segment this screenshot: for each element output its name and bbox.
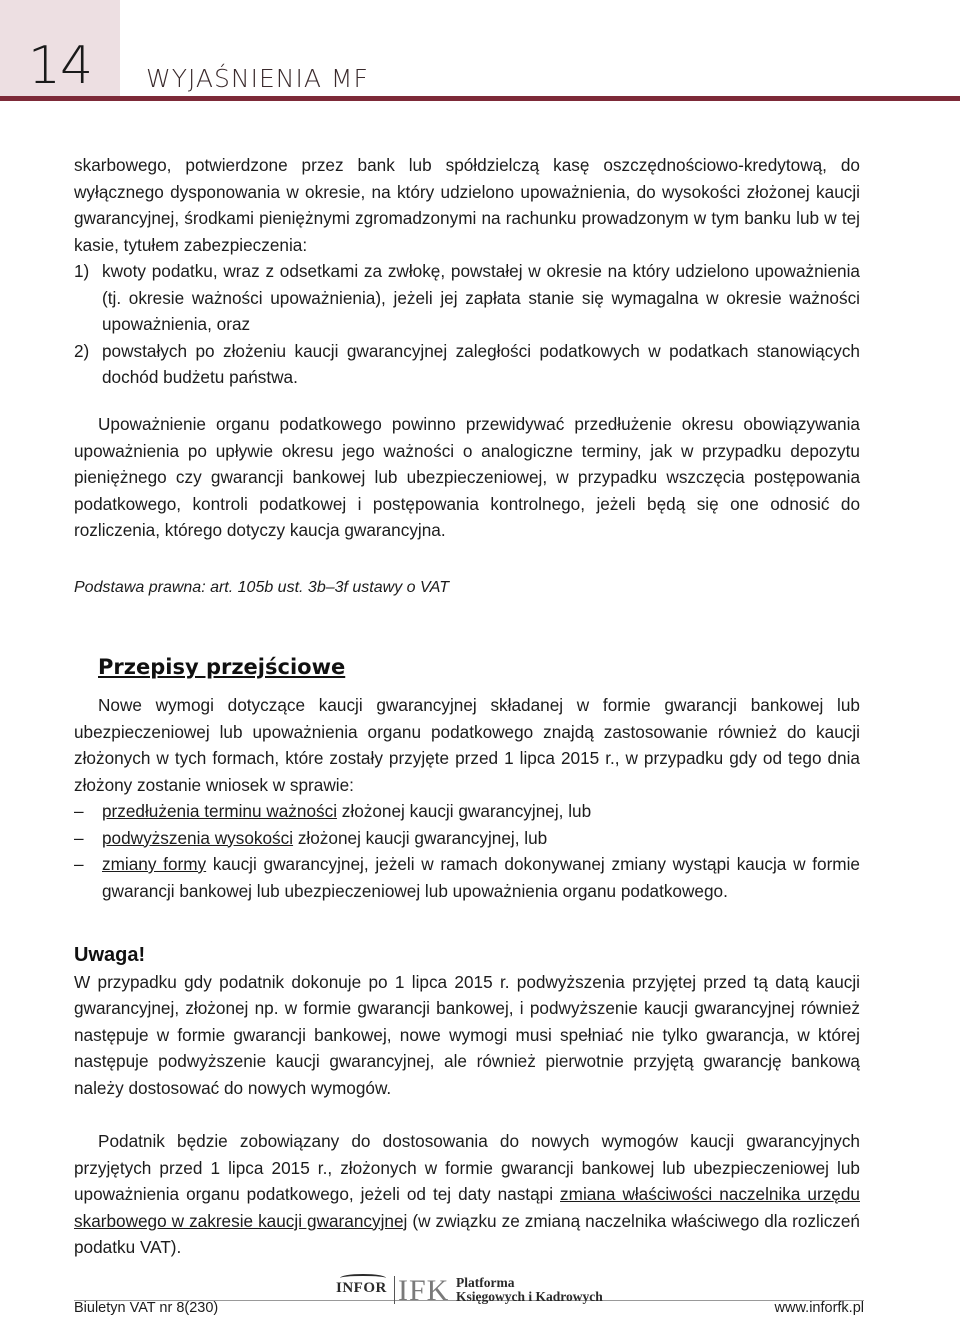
list-marker: – (74, 827, 84, 848)
list-item (74, 798, 860, 825)
warning-title: Uwaga! (74, 944, 146, 966)
warning-text: W przypadku gdy podatnik dokonuje po 1 lipca 2015 r. podwyższenia przyjętej przed tą datą kaucji gwarancyjnej, złożonej np. w formie gwarancji bankowej, i podwyższenie kaucji gwarancyjnej również następuje w formie gwarancji bankowej, nowe wymogi musi spełniać nie tylko gwarancja, w której następuje podwyższenie kaucji gwarancyjnej, ale również pierwotnie przyjętą gwarancję bankową należy dostosować do nowych wymogów. (74, 971, 860, 1098)
numbered-list (74, 258, 860, 391)
logo-separator (394, 1276, 395, 1304)
list-item (74, 851, 860, 904)
continuation-paragraph (74, 152, 860, 391)
heading-block (74, 654, 860, 681)
paragraph-3: Nowe wymogi dotyczące kaucji gwarancyjnej składanej w formie gwarancji bankowej lub ubezpieczeniowej lub upoważnienia organu podatkowego znajdą zastosowanie również do kaucji złożonych w tych formach, które zostały przyjęte przed 1 lipca 2015 r., w przypadku gdy od tego dnia złożony zostanie wniosek w sprawie: (74, 695, 860, 795)
logo-tagline-line2: Księgowych i Kadrowych (456, 1289, 603, 1304)
list-marker: – (74, 801, 84, 821)
warning-block (74, 942, 860, 1101)
section-heading: Przepisy przejściowe (98, 655, 346, 679)
page-number: 14 (27, 36, 93, 96)
footer-publication: Biuletyn VAT nr 8(230) (74, 1300, 219, 1316)
paragraph-2: Upoważnienie organu podatkowego powinno przewidywać przedłużenie okresu obowiązywania upoważnienia po upływie okresu jego ważności o analogiczne terminy, jak w przypadku depozytu pieniężnego czy gwarancji bankowej lub ubezpieczeniowej, w przypadku wszczęcia postępowania podatkowego, kontroli podatkowej i postępowania kontrolnego, jeżeli będą się one odnosić do rozliczenia, którego dotyczy kaucja gwarancyjna. (74, 414, 860, 540)
list-item (74, 258, 860, 338)
paragraph-4-end: (w związku ze zmianą naczelnika właściwego dla rozliczeń podatku VAT). (74, 1210, 860, 1257)
paragraph-4-underlined: zmiana właściwości naczelnika urzędu skarbowego w zakresie kaucji gwarancyjnej (74, 1184, 860, 1231)
transitional-block (74, 692, 860, 904)
logo-ifk-text: IFK (398, 1274, 450, 1307)
header-rule (0, 96, 960, 101)
logo-infor-text: INFOR (336, 1280, 387, 1296)
section-title: WYJAŚNIENIA MF (146, 64, 369, 93)
legal-basis: Podstawa prawna: art. 105b ust. 3b–3f ustawy o VAT (74, 579, 450, 596)
list-item-text: kwoty podatku, wraz z odsetkami za zwłokę, powstałej w okresie na który udzielono upoważnienia (tj. okresie ważności upoważnienia), jeżeli jej zapłata stanie się wymagalna w okresie ważności upoważnienia, oraz (102, 261, 860, 334)
paragraph-1: skarbowego, potwierdzone przez bank lub spółdzielczą kasę oszczędnościowo-kredytową, do wyłącznego dysponowania w okresie, na który udzielono upoważnienia, do wysokości złożonej kaucji gwarancyjnej, środkami pieniężnymi zgromadzonymi na rachunku prowadzonym w tym banku lub w tej kasie, tytułem zabezpieczenia: (74, 155, 860, 255)
logo-tagline-line1: Platforma (456, 1275, 515, 1290)
list-item-underlined: przedłużenia terminu ważności (102, 801, 338, 821)
legal-basis-block (74, 575, 860, 602)
footer-website-link[interactable]: www.inforfk.pl (774, 1300, 864, 1316)
list-marker: 2) (74, 340, 90, 361)
list-item-text: kaucji gwarancyjnej, jeżeli w ramach dokonywanej zmiany wystąpi kaucja w formie gwarancji bankowej lub ubezpieczeniowej lub upoważnienia organu podatkowego. (102, 854, 860, 901)
list-item-text: złożonej kaucji gwarancyjnej, lub (337, 801, 592, 821)
list-marker: 1) (74, 261, 90, 281)
list-item (74, 825, 860, 852)
paragraph-4 (74, 1128, 860, 1261)
list-item (74, 338, 860, 391)
logo-tagline (456, 1276, 603, 1304)
list-marker: – (74, 854, 84, 874)
infor-ifk-logo (336, 1274, 626, 1308)
list-item-text: powstałych po złożeniu kaucji gwarancyjnej zaległości podatkowych w podatkach stanowiących dochód budżetu państwa. (102, 340, 860, 387)
dash-list (74, 798, 860, 904)
list-item-underlined: zmiany formy (102, 854, 207, 874)
paragraph-4-block (74, 1128, 860, 1261)
paragraph-4-start: Podatnik będzie zobowiązany do dostosowania do nowych wymogów kaucji gwarancyjnych przyjętych przed 1 lipca 2015 r., złożonych w formie gwarancji bankowej lub ubezpieczeniowej lub upoważnienia organu podatkowego, jeżeli od tej daty nastąpi (74, 1131, 860, 1204)
paragraph-2-block (74, 411, 860, 544)
list-item-text: złożonej kaucji gwarancyjnej, lub (293, 827, 548, 848)
list-item-underlined: podwyższenia wysokości (102, 827, 294, 848)
